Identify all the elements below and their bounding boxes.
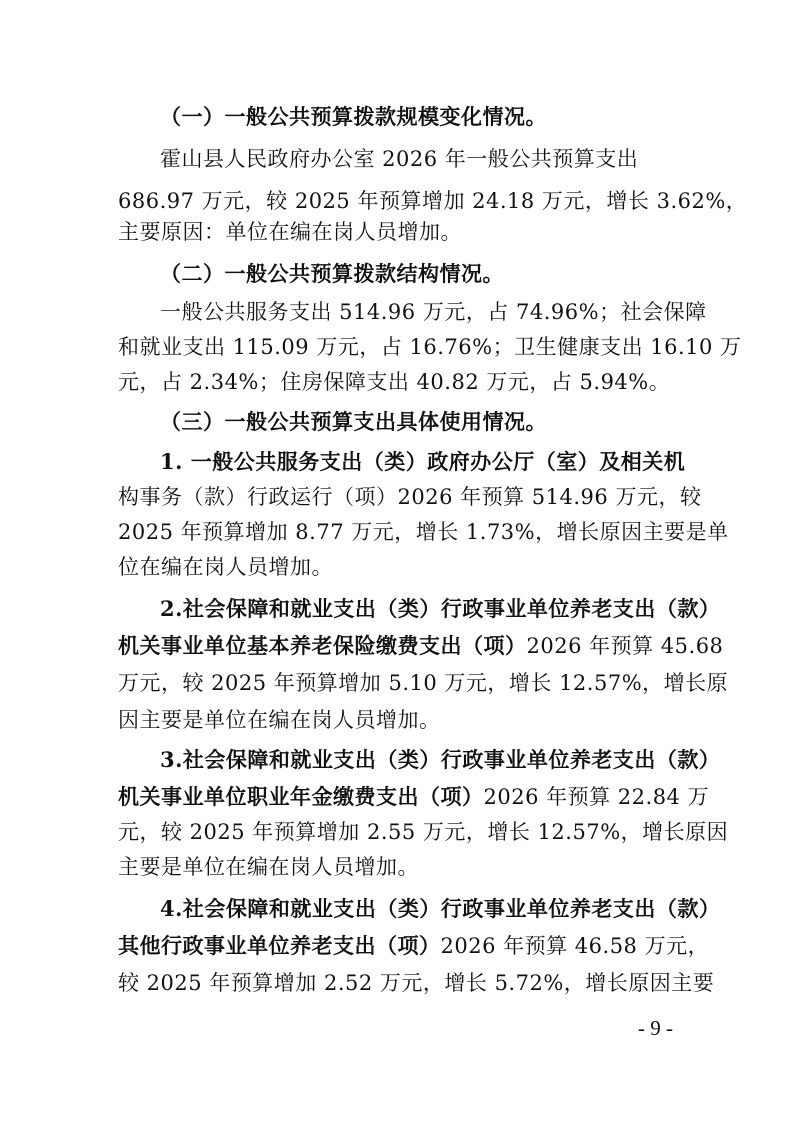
paragraph-line: 位在编在岗人员增加。 [118,555,333,579]
item-3-title: 3.社会保障和就业支出（类）行政事业单位养老支出（款） [160,747,721,772]
page-number: - 9 - [638,1016,673,1040]
item-4-budget: 2026 年预算 46.58 万元， [440,934,710,958]
heading-3: （三）一般公共预算支出具体使用情况。 [160,409,547,434]
item-3-subtitle: 机关事业单位职业年金缴费支出（项） [118,784,484,809]
paragraph-line: 万元，较 2025 年预算增加 5.10 万元，增长 12.57%，增长原 [118,671,729,695]
item-4-subtitle: 其他行政事业单位养老支出（项） [118,933,441,958]
item-4-title: 4.社会保障和就业支出（类）行政事业单位养老支出（款） [160,896,721,921]
paragraph-line: 686.97 万元，较 2025 年预算增加 24.18 万元，增长 3.62%， [118,189,748,213]
paragraph-line: 因主要是单位在编在岗人员增加。 [118,708,441,732]
item-2-title: 2.社会保障和就业支出（类）行政事业单位养老支出（款） [160,596,721,621]
item-2-budget: 2026 年预算 45.68 [526,634,724,658]
heading-1: （一）一般公共预算拨款规模变化情况。 [160,104,547,129]
paragraph-line: 霍山县人民政府办公室 2026 年一般公共预算支出 [160,147,639,171]
item-2-subtitle: 机关事业单位基本养老保险缴费支出（项） [118,633,527,658]
paragraph-line: 2025 年预算增加 8.77 万元，增长 1.73%，增长原因主要是单 [118,520,729,544]
paragraph-line [118,626,724,666]
paragraph-line [118,926,710,966]
item-1-title: 1. 一般公共服务支出（类）政府办公厅（室）及相关机 [160,449,686,474]
paragraph-line: 主要是单位在编在岗人员增加。 [118,855,419,879]
paragraph-line: 元，较 2025 年预算增加 2.55 万元，增长 12.57%，增长原因 [118,820,729,844]
paragraph-line: 一般公共服务支出 514.96 万元，占 74.96%；社会保障 [160,300,707,324]
paragraph-line: 主要原因：单位在编在岗人员增加。 [118,220,462,244]
paragraph-line [118,777,710,817]
item-3-budget: 2026 年预算 22.84 万 [483,785,710,809]
paragraph-line: 较 2025 年预算增加 2.52 万元，增长 5.72%，增长原因主要 [118,971,715,995]
paragraph-line: 构事务（款）行政运行（项）2026 年预算 514.96 万元，较 [118,485,702,509]
heading-2: （二）一般公共预算拨款结构情况。 [160,261,504,286]
paragraph-line: 元，占 2.34%；住房保障支出 40.82 万元，占 5.94%。 [118,370,671,394]
paragraph-line: 和就业支出 115.09 万元，占 16.76%；卫生健康支出 16.10 万 [118,335,742,359]
